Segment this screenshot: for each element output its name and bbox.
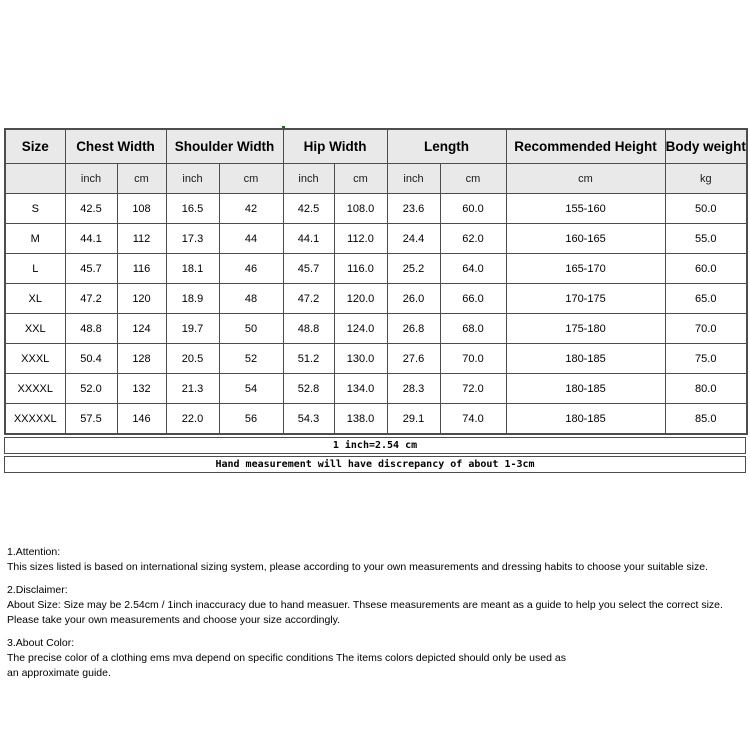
size-cell: XXL (5, 314, 65, 344)
column-header-size: Size (5, 129, 65, 164)
unit-header-cm: cm (219, 164, 283, 194)
size-chart-table (4, 128, 748, 435)
unit-header-inch: inch (166, 164, 219, 194)
value-cell: 134.0 (334, 374, 387, 404)
value-cell: 75.0 (665, 344, 747, 374)
value-cell: 24.4 (387, 224, 440, 254)
value-cell: 62.0 (440, 224, 506, 254)
value-cell: 66.0 (440, 284, 506, 314)
value-cell: 180-185 (506, 344, 665, 374)
info-section (7, 545, 750, 681)
value-cell: 47.2 (283, 284, 334, 314)
value-cell: 60.0 (440, 194, 506, 224)
value-cell: 50 (219, 314, 283, 344)
value-cell: 28.3 (387, 374, 440, 404)
table-row (5, 404, 747, 435)
about-color-body-line2: an approximate guide. (7, 667, 111, 679)
value-cell: 138.0 (334, 404, 387, 435)
value-cell: 165-170 (506, 254, 665, 284)
about-color-title: 3.About Color: (7, 637, 75, 649)
column-header-recommended-height: Recommended Height (506, 129, 665, 164)
value-cell: 50.4 (65, 344, 117, 374)
value-cell: 44 (219, 224, 283, 254)
header-row (5, 129, 747, 164)
note-inch-conversion: 1 inch=2.54 cm (4, 437, 746, 454)
value-cell: 52.8 (283, 374, 334, 404)
unit-header-cm: cm (334, 164, 387, 194)
note-hand-measurement: Hand measurement will have discrepancy of about 1-3cm (4, 456, 746, 473)
value-cell: 85.0 (665, 404, 747, 435)
value-cell: 55.0 (665, 224, 747, 254)
size-cell: XL (5, 284, 65, 314)
attention-title: 1.Attention: (7, 546, 61, 558)
value-cell: 116 (117, 254, 166, 284)
value-cell: 70.0 (440, 344, 506, 374)
about-color-body-line1: The precise color of a clothing ems mva depend on specific conditions The items colors depicted should only be used as (7, 652, 566, 664)
size-cell: L (5, 254, 65, 284)
value-cell: 48.8 (283, 314, 334, 344)
table-row (5, 314, 747, 344)
unit-header-inch: inch (387, 164, 440, 194)
value-cell: 128 (117, 344, 166, 374)
value-cell: 170-175 (506, 284, 665, 314)
value-cell: 47.2 (65, 284, 117, 314)
table-row (5, 344, 747, 374)
value-cell: 42.5 (283, 194, 334, 224)
value-cell: 27.6 (387, 344, 440, 374)
value-cell: 22.0 (166, 404, 219, 435)
value-cell: 21.3 (166, 374, 219, 404)
table-row (5, 194, 747, 224)
column-header-body-weight: Body weight (665, 129, 747, 164)
value-cell: 54 (219, 374, 283, 404)
value-cell: 124 (117, 314, 166, 344)
value-cell: 116.0 (334, 254, 387, 284)
value-cell: 112.0 (334, 224, 387, 254)
value-cell: 155-160 (506, 194, 665, 224)
value-cell: 60.0 (665, 254, 747, 284)
value-cell: 108 (117, 194, 166, 224)
value-cell: 72.0 (440, 374, 506, 404)
size-cell: S (5, 194, 65, 224)
attention-body: This sizes listed is based on international sizing system, please according to your own measurements and dressing habits to choose your suitable size. (7, 561, 708, 573)
value-cell: 29.1 (387, 404, 440, 435)
unit-header-empty (5, 164, 65, 194)
value-cell: 50.0 (665, 194, 747, 224)
value-cell: 48 (219, 284, 283, 314)
value-cell: 54.3 (283, 404, 334, 435)
value-cell: 146 (117, 404, 166, 435)
size-cell: XXXXXL (5, 404, 65, 435)
value-cell: 19.7 (166, 314, 219, 344)
value-cell: 42 (219, 194, 283, 224)
value-cell: 45.7 (283, 254, 334, 284)
value-cell: 25.2 (387, 254, 440, 284)
value-cell: 124.0 (334, 314, 387, 344)
value-cell: 74.0 (440, 404, 506, 435)
value-cell: 16.5 (166, 194, 219, 224)
value-cell: 52.0 (65, 374, 117, 404)
unit-header-cm: cm (440, 164, 506, 194)
value-cell: 112 (117, 224, 166, 254)
unit-row (5, 164, 747, 194)
value-cell: 42.5 (65, 194, 117, 224)
size-cell: XXXXL (5, 374, 65, 404)
disclaimer-title: 2.Disclaimer: (7, 584, 68, 596)
value-cell: 23.6 (387, 194, 440, 224)
value-cell: 180-185 (506, 374, 665, 404)
table-row (5, 374, 747, 404)
unit-header-cm: cm (506, 164, 665, 194)
unit-header-inch: inch (283, 164, 334, 194)
table-row (5, 254, 747, 284)
size-chart-section (4, 128, 746, 473)
value-cell: 64.0 (440, 254, 506, 284)
value-cell: 44.1 (65, 224, 117, 254)
value-cell: 46 (219, 254, 283, 284)
column-header-chest-width: Chest Width (65, 129, 166, 164)
unit-header-cm: cm (117, 164, 166, 194)
column-header-length: Length (387, 129, 506, 164)
value-cell: 180-185 (506, 404, 665, 435)
value-cell: 48.8 (65, 314, 117, 344)
value-cell: 68.0 (440, 314, 506, 344)
value-cell: 80.0 (665, 374, 747, 404)
disclaimer-body-line2: Please take your own measurements and choose your size accordingly. (7, 614, 341, 626)
value-cell: 70.0 (665, 314, 747, 344)
disclaimer-body-line1: About Size: Size may be 2.54cm / 1inch inaccuracy due to hand measuer. Thsese measurements are meant as a guide to help you select the correct size. (7, 599, 723, 611)
value-cell: 132 (117, 374, 166, 404)
unit-header-kg: kg (665, 164, 747, 194)
column-header-hip-width: Hip Width (283, 129, 387, 164)
value-cell: 175-180 (506, 314, 665, 344)
unit-header-inch: inch (65, 164, 117, 194)
value-cell: 130.0 (334, 344, 387, 374)
table-row (5, 224, 747, 254)
value-cell: 120.0 (334, 284, 387, 314)
value-cell: 160-165 (506, 224, 665, 254)
value-cell: 120 (117, 284, 166, 314)
value-cell: 18.1 (166, 254, 219, 284)
value-cell: 44.1 (283, 224, 334, 254)
value-cell: 18.9 (166, 284, 219, 314)
value-cell: 56 (219, 404, 283, 435)
value-cell: 20.5 (166, 344, 219, 374)
value-cell: 65.0 (665, 284, 747, 314)
value-cell: 57.5 (65, 404, 117, 435)
value-cell: 45.7 (65, 254, 117, 284)
size-cell: XXXL (5, 344, 65, 374)
value-cell: 52 (219, 344, 283, 374)
table-row (5, 284, 747, 314)
value-cell: 108.0 (334, 194, 387, 224)
value-cell: 26.8 (387, 314, 440, 344)
value-cell: 51.2 (283, 344, 334, 374)
column-header-shoulder-width: Shoulder Width (166, 129, 283, 164)
value-cell: 26.0 (387, 284, 440, 314)
size-cell: M (5, 224, 65, 254)
value-cell: 17.3 (166, 224, 219, 254)
